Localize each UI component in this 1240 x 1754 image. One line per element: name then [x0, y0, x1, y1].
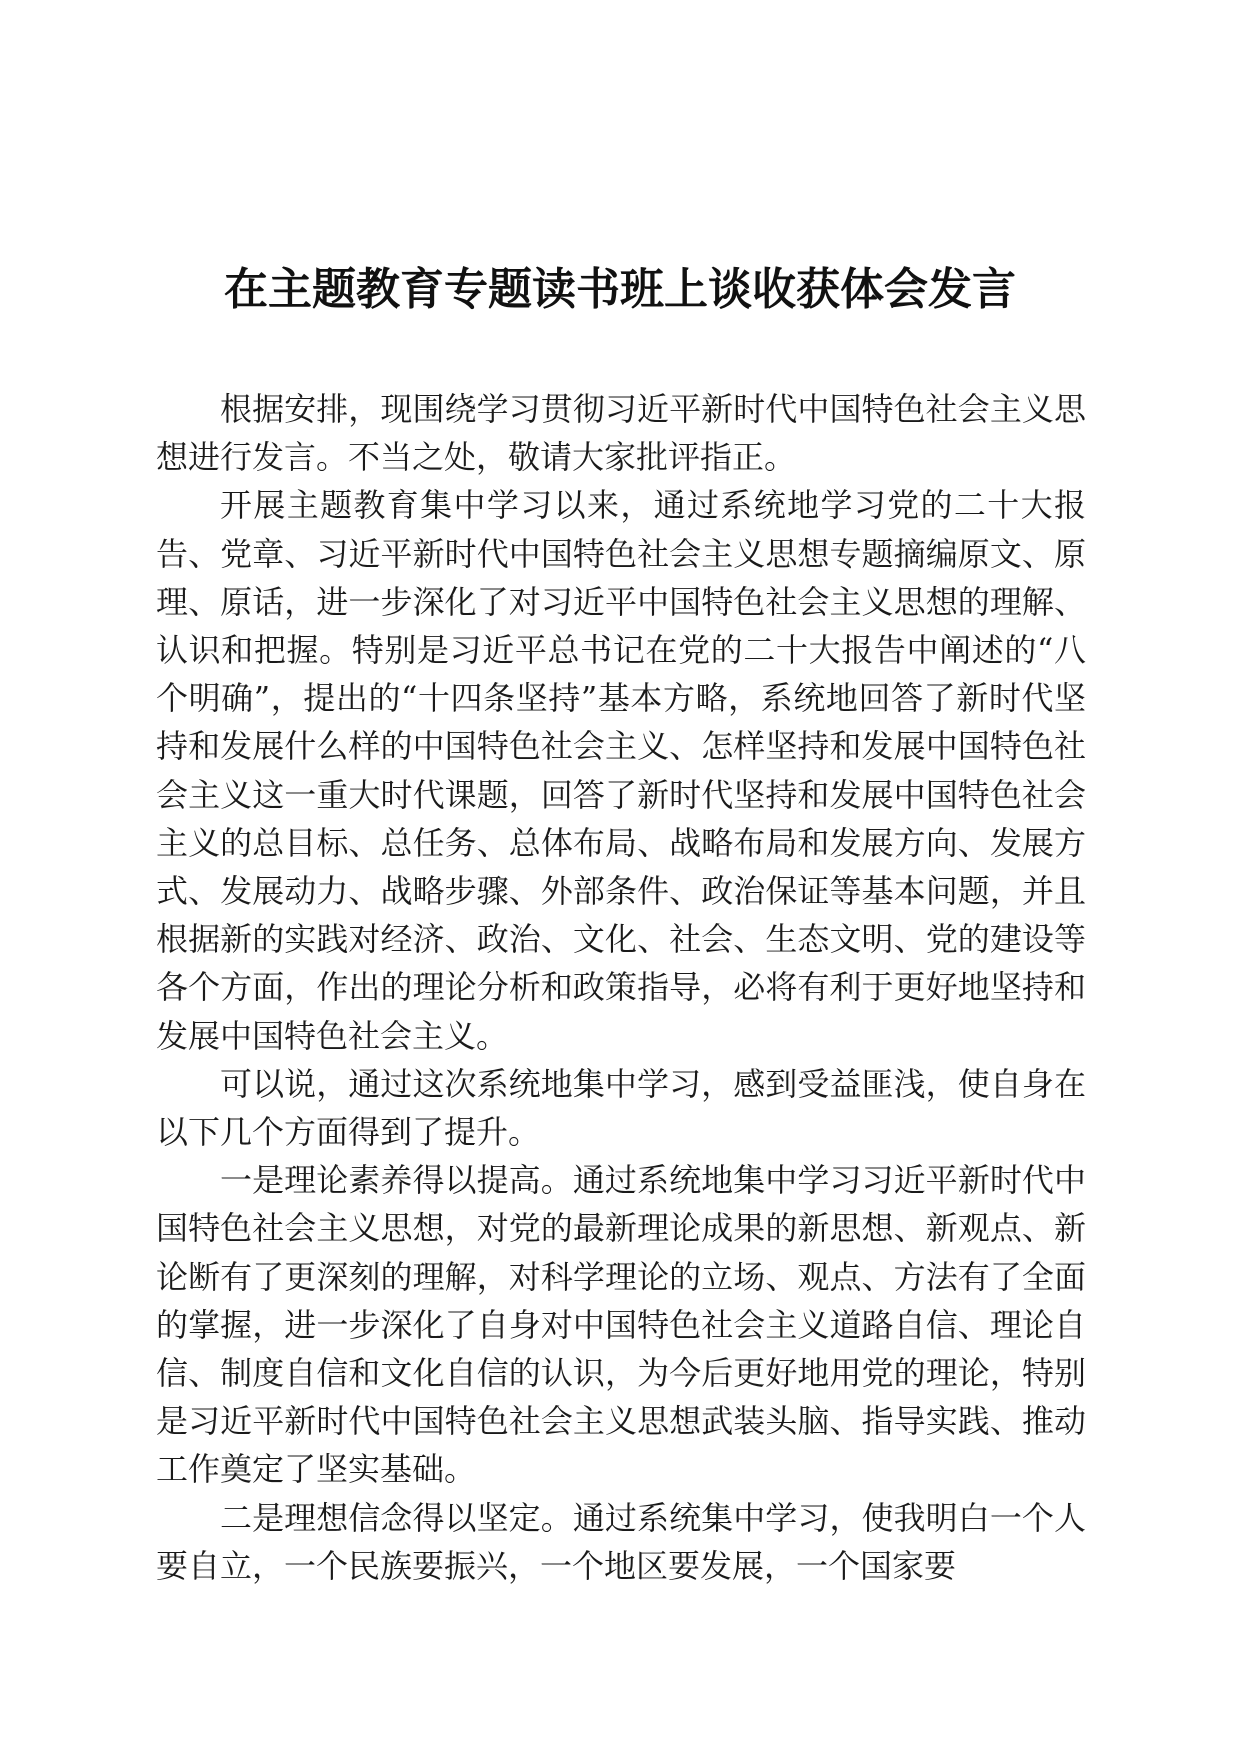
- paragraph-point-one: 一是理论素养得以提高。通过系统地集中学习习近平新时代中国特色社会主义思想，对党的最新理论成果的新思想、新观点、新论断有了更深刻的理解，对科学理论的立场、观点、方法有了全面的掌握，进一步深化了自身对中国特色社会主义道路自信、理论自信、制度自信和文化自信的认识，为今后更好地用党的理论，特别是习近平新时代中国特色社会主义思想武装头脑、指导实践、推动工作奠定了坚实基础。: [156, 1161, 1086, 1489]
- paragraph-intro: 根据安排，现围绕学习贯彻习近平新时代中国特色社会主义思想进行发言。不当之处，敬请大家批评指正。: [156, 390, 1086, 477]
- document-title: 在主题教育专题读书班上谈收获体会发言: [224, 264, 1016, 315]
- document-body: [156, 385, 1086, 1590]
- paragraph-point-two: 二是理想信念得以坚定。通过系统集中学习，使我明白一个人要自立，一个民族要振兴，一个地区要发展，一个国家要: [156, 1498, 1086, 1585]
- paragraph-study-overview: 开展主题教育集中学习以来，通过系统地学习党的二十大报告、党章、习近平新时代中国特色社会主义思想专题摘编原文、原理、原话，进一步深化了对习近平中国特色社会主义思想的理解、认识和把握。特别是习近平总书记在党的二十大报告中阐述的“八个明确”，提出的“十四条坚持”基本方略，系统地回答了新时代坚持和发展什么样的中国特色社会主义、怎样坚持和发展中国特色社会主义这一重大时代课题，回答了新时代坚持和发展中国特色社会主义的总目标、总任务、总体布局、战略布局和发展方向、发展方式、发展动力、战略步骤、外部条件、政治保证等基本问题，并且根据新的实践对经济、政治、文化、社会、生态文明、党的建设等各个方面，作出的理论分析和政策指导，必将有利于更好地坚持和发展中国特色社会主义。: [156, 486, 1086, 1055]
- paragraph-summary: 可以说，通过这次系统地集中学习，感到受益匪浅，使自身在以下几个方面得到了提升。: [156, 1064, 1086, 1152]
